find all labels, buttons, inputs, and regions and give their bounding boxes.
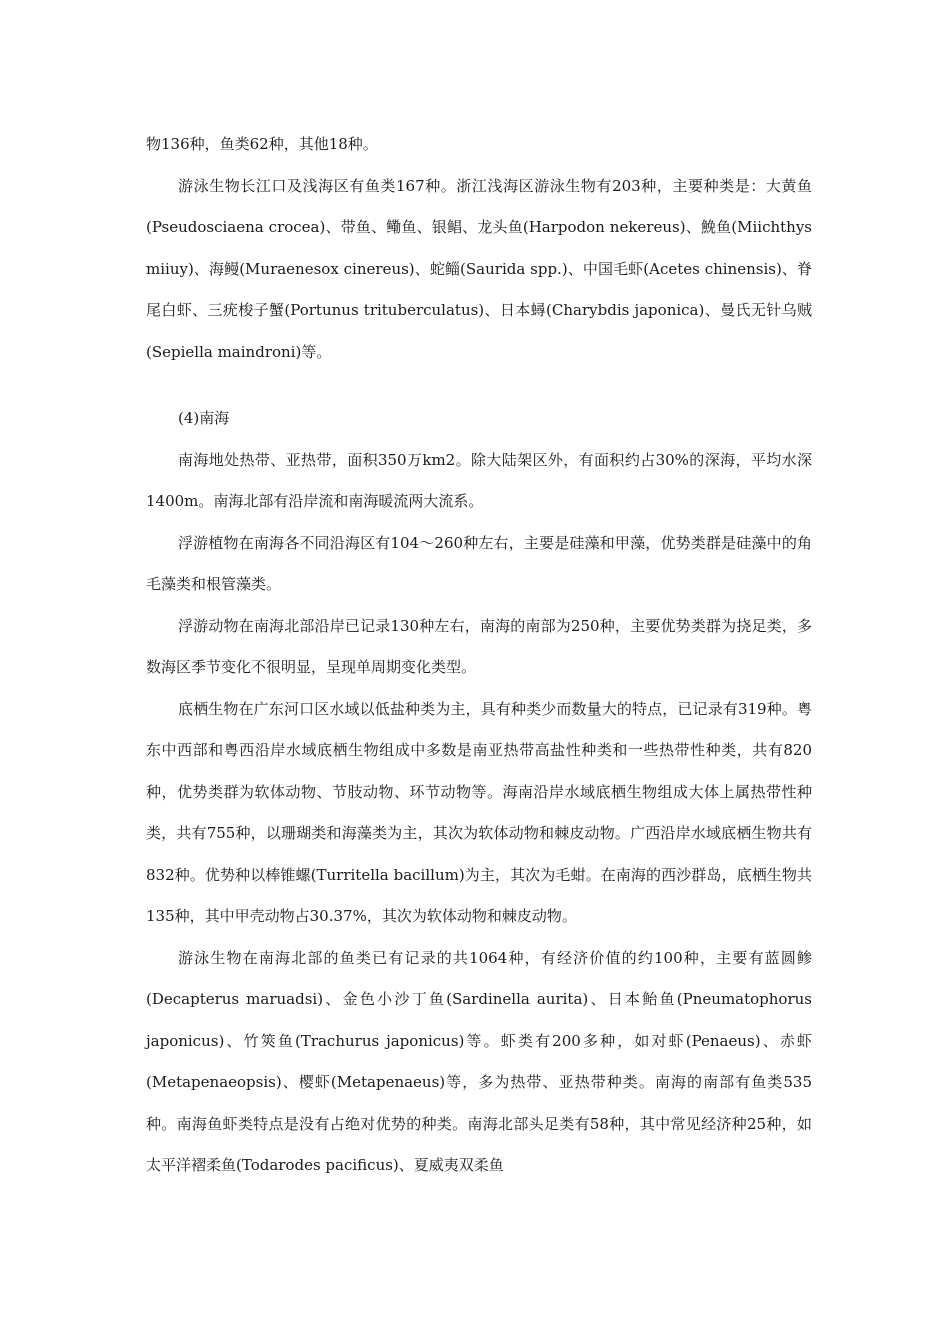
paragraph-continuation: 物136种，鱼类62种，其他18种。 (146, 135, 378, 153)
paragraph-nekton-south-china-sea: 游泳生物在南海北部的鱼类已有记录的共1064种，有经济价值的约100种，主要有蓝圆鲹(Decapterus maruadsi)、金色小沙丁鱼(Sardinella aurita)、日本鲐鱼(Pneumatophorus japonicus)、竹筴鱼(Trachurus japonicus)等。虾类有200多种，如对虾(Penaeus)、赤虾(Metapenaeopsis)、樱虾(Metapenaeus)等，多为热带、亚热带种类。南海的南部有鱼类535种。南海鱼虾类特点是没有占绝对优势的种类。南海北部头足类有58种，其中常见经济种25种，如太平洋褶柔鱼(Todarodes pacificus)、夏威夷双柔鱼 (146, 948, 812, 1174)
section-heading-south-china-sea: (4)南海 (178, 409, 230, 427)
document-body (146, 124, 812, 1187)
paragraph-south-china-sea-overview: 南海地处热带、亚热带，面积350万km2。除大陆架区外，有面积约占30%的深海，平均水深1400m。南海北部有沿岸流和南海暖流两大流系。 (146, 450, 812, 510)
paragraph-zooplankton: 浮游动物在南海北部沿岸已记录130种左右，南海的南部为250种，主要优势类群为挠足类，多数海区季节变化不很明显，呈现单周期变化类型。 (146, 616, 812, 676)
paragraph-phytoplankton: 浮游植物在南海各不同沿海区有104～260种左右，主要是硅藻和甲藻，优势类群是硅藻中的角毛藻类和根管藻类。 (146, 533, 812, 593)
paragraph-nekton-east-china-sea: 游泳生物长江口及浅海区有鱼类167种。浙江浅海区游泳生物有203种，主要种类是：大黄鱼(Pseudosciaena crocea)、带鱼、鳓鱼、银鲳、龙头鱼(Harpodon nekereus)、鮸鱼(Miichthys miiuy)、海鳗(Muraenesox cinereus)、蛇鲻(Saurida spp.)、中国毛虾(Acetes chinensis)、脊尾白虾、三疣梭子蟹(Portunus trituberculatus)、日本蟳(Charybdis japonica)、曼氏无针乌贼(Sepiella maindroni)等。 (146, 176, 812, 361)
paragraph-benthos: 底栖生物在广东河口区水域以低盐种类为主，具有种类少而数量大的特点，已记录有319种。粤东中西部和粤西沿岸水域底栖生物组成中多数是南亚热带高盐性种类和一些热带性种类，共有820种，优势类群为软体动物、节肢动物、环节动物等。海南沿岸水域底栖生物组成大体上属热带性种类，共有755种，以珊瑚类和海藻类为主，其次为软体动物和棘皮动物。广西沿岸水域底栖生物共有832种。优势种以棒锥螺(Turritella bacillum)为主，其次为毛蚶。在南海的西沙群岛，底栖生物共135种，其中甲壳动物占30.37%，其次为软体动物和棘皮动物。 (146, 699, 812, 925)
section-spacer (146, 373, 812, 398)
